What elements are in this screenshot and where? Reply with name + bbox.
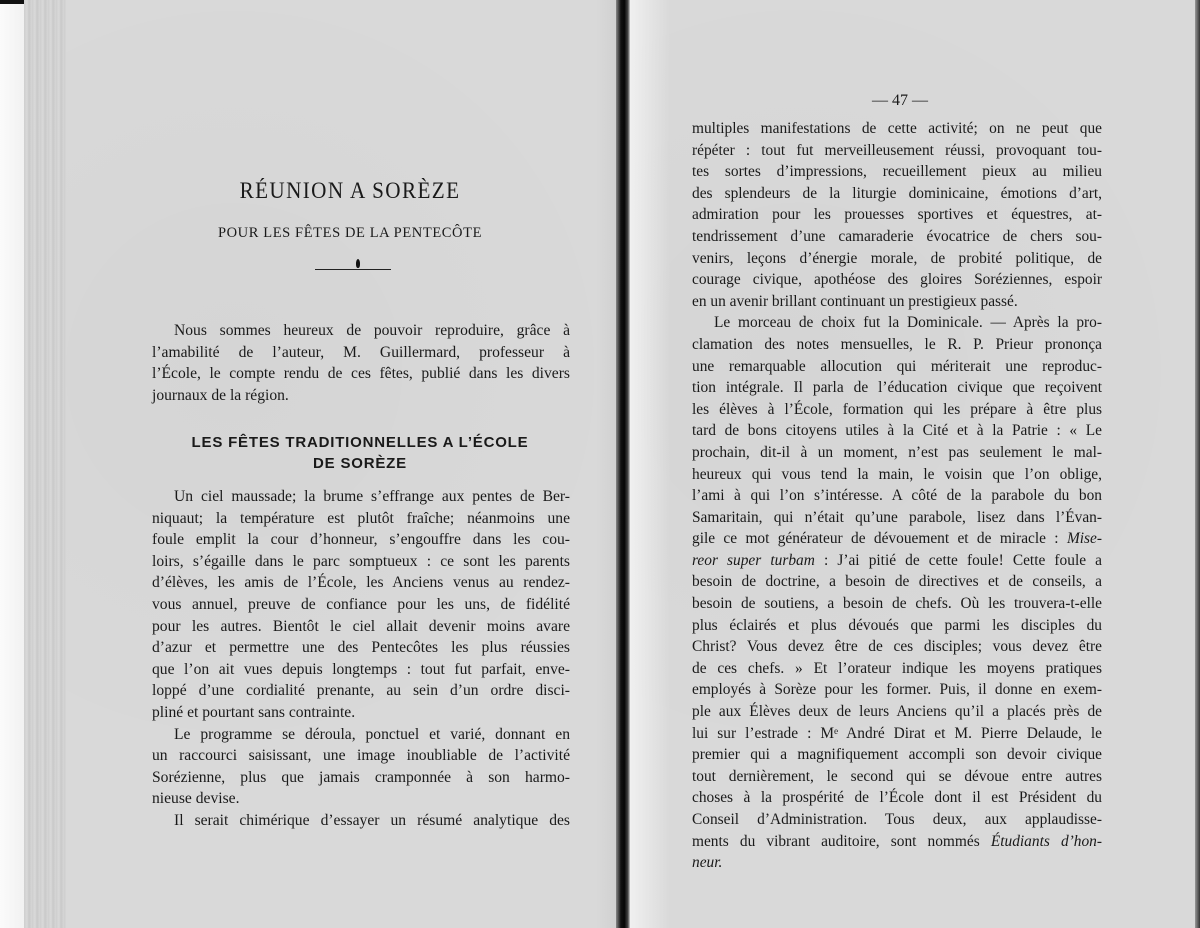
text-line: l’amabilité de l’auteur, M. Guillermard, professeur à [152,343,570,361]
text-fragment: gile ce mot générateur de dévouement et de miracle : [692,530,1059,548]
text-line: Conseil d’Administration. Tous deux, aux applaudisse- [692,811,1102,828]
text-line: multiples manifestations de cette activité; on ne peut que [692,120,1102,137]
text-line: tard de bons citoyens utiles à la Cité et à la Patrie : « Le [692,422,1102,440]
text-line: pour les autres. Bientôt le ciel allait devenir moins avare [152,617,570,635]
text-line: Samaritain, qui n’était qu’une parabole, lisez dans l’Évan- [692,508,1102,526]
scan-corner-mark [0,0,26,4]
text-line: en un avenir brillant continuant un prestigieux passé. [692,292,1018,310]
text-line: besoin de soutiens, a besoin de chefs. Où les trouvera-t-elle [692,595,1102,613]
text-fragment: : J’ai pitié de cette foule! Cette foule a [823,551,1103,569]
text-line: vous annuel, preuve de confiance pour les uns, de fidélité [152,595,570,613]
text-line [692,852,1102,874]
text-line: l’École, le compte rendu de ces fêtes, publié dans les divers [152,365,570,383]
text-line: venirs, leçons d’énergie morale, de probité politique, de [692,249,1102,267]
honorific-title: Étudiants d’hon- [990,832,1102,850]
text-line: tion intégrale. Il parla de l’éducation civique que reçoivent [692,379,1102,397]
scanner-margin [0,0,24,928]
text-line: des splendeurs de la liturgie dominicaine, émotions d’art, [692,184,1102,202]
section-heading [150,432,570,474]
text-line: besoin de doctrine, a besoin de directives et de conseils, a [692,573,1102,591]
text-line: prochain, dit-il à un moment, n’est pas seulement le mal- [692,443,1102,461]
right-page-edge [1195,0,1200,928]
text-line: Sorézienne, plus que jamais cramponnée à son harmo- [152,768,570,786]
text-line: nieuse devise. [152,790,240,808]
latin-quote: Mise- [1066,530,1102,548]
text-line: une remarquable allocution qui mériterait une reproduc- [692,357,1102,375]
article-subtitle: POUR LES FÊTES DE LA PENTECÔTE [217,225,483,241]
text-line [692,550,1102,572]
text-line: Le morceau de choix fut la Dominicale. — Après la pro- [714,314,1102,332]
text-line: pliné et pourtant sans contrainte. [152,703,356,721]
book-gutter [616,0,630,928]
article-title: RÉUNION A SORÈZE [239,178,461,203]
text-line: Nous sommes heureux de pouvoir reproduire, grâce à [174,322,570,339]
text-line: plus éclairés et plus dévoués que parmi les disciples du [692,616,1102,634]
text-line: tout dernièrement, le second qui se dévoue entre autres [692,767,1102,785]
text-line: foule emplit la cour d’honneur, s’engouffre dans les cou- [152,531,570,549]
text-line: courage civique, apothéose des gloires Soréziennes, espoir [692,271,1102,289]
text-line: loirs, s’égaille dans le parc somptueux : ce sont les parents [152,552,570,570]
intro-paragraph [152,320,570,406]
page-number: — 47 — [872,92,928,109]
text-line: répéter : tout fut merveilleusement réussi, provoquant tou- [692,141,1102,159]
text-line: employés à Sorèze pour les former. Puis, il donne en exem- [692,681,1102,699]
text-line: lui sur l’estrade : Mᵉ André Dirat et M. Pierre Delaude, le [692,724,1102,742]
text-line: loppé d’une cordialité prenante, au sein d’un ordre disci- [152,682,570,700]
text-line [692,831,1102,853]
text-line: Christ? Vous devez être de ces disciples; vous devez être [692,638,1102,656]
text-line: que l’on ait vues depuis longtemps : tout fut parfait, enve- [152,660,570,678]
page-edges [24,0,66,928]
ornament-rule [315,269,391,270]
honorific-title: neur. [692,854,723,872]
text-line: Il serait chimérique d’essayer un résumé analytique des [174,811,570,829]
text-line: Le programme se déroula, ponctuel et varié, donnant en [174,725,570,743]
text-line: choses à la prospérité de l’École dont il est Président du [692,789,1102,807]
section-heading-line: DE SORÈZE [313,455,407,472]
text-line: journaux de la région. [152,386,289,404]
text-line: tendrissement d’une camaraderie évocatrice de chers sou- [692,227,1102,245]
text-line: premier qui a magnifiquement accompli son devoir civique [692,746,1102,764]
ornament-icon [356,259,360,268]
text-line: d’élèves, les amis de l’École, les Anciens venus au rendez- [152,574,570,592]
text-line: de ces chefs. » Et l’orateur indique les moyens pratiques [692,659,1102,677]
text-line: Un ciel maussade; la brume s’effrange aux pentes de Ber- [174,488,570,505]
text-line: tes sortes d’impressions, recueillement pieux au milieu [692,163,1102,181]
latin-quote: reor super turbam [692,551,815,569]
text-line [692,528,1102,550]
text-line: un raccourci saisissant, une image inoubliable de l’activité [152,747,570,765]
text-line: les élèves à l’École, formation qui les prépare à être plus [692,400,1102,418]
text-line: heureux qui vous tend la main, le voisin que l’on oblige, [692,465,1102,483]
left-body-text [152,486,570,832]
section-heading-line: LES FÊTES TRADITIONNELLES A L’ÉCOLE [191,434,529,451]
right-body-text [692,118,1102,874]
text-line: niquaut; la température est plutôt fraîche; néanmoins une [152,509,570,527]
text-line: l’ami à qui l’on s’intéresse. A côté de la parabole du bon [692,487,1102,505]
text-line: d’azur et permettre une des Pentecôtes les plus réussies [152,639,570,657]
text-line: clamation des notes mensuelles, le R. P. Prieur prononça [692,335,1102,353]
text-line: ple aux Élèves deux de leurs Anciens qu’il a placés près de [692,703,1102,721]
text-line: admiration pour les prouesses sportives et équestres, at- [692,206,1102,224]
text-fragment: ments du vibrant auditoire, sont nommés [692,832,980,850]
